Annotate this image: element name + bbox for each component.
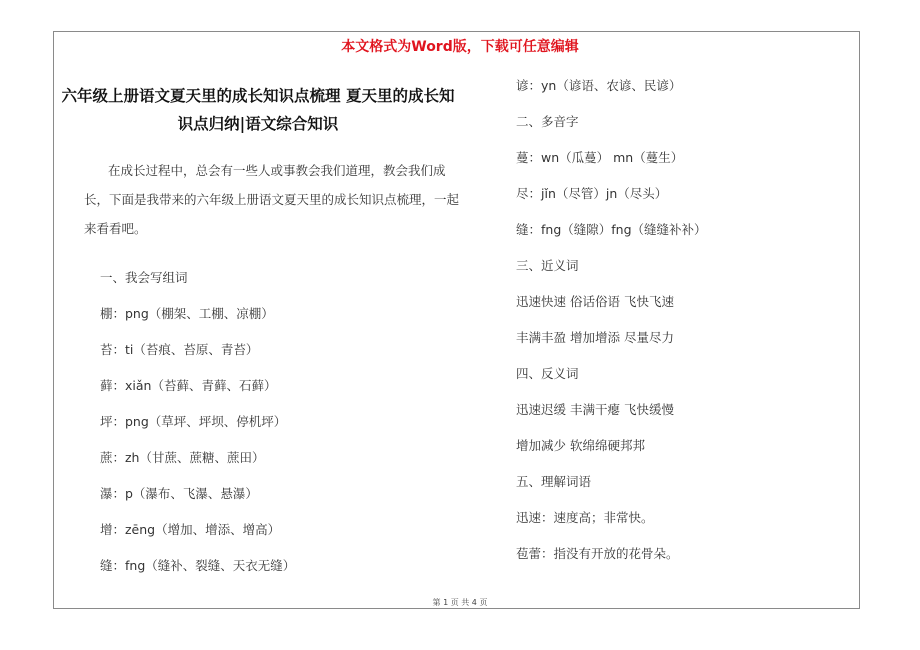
section-heading: 四、反义词 [516, 366, 579, 381]
section-heading: 五、理解词语 [516, 474, 592, 489]
vocab-line: 蔓：wn（瓜蔓） mn（蔓生） [516, 150, 684, 165]
intro-paragraph: 在成长过程中，总会有一些人或事教会我们道理，教会我们成长，下面是我带来的六年级上册语文夏天里的成长知识点梳理，一起来看看吧。 [84, 163, 460, 236]
vocab-line: 谚：yn（谚语、农谚、民谚） [516, 78, 682, 93]
section-heading: 三、近义词 [516, 258, 579, 273]
vocab-line: 棚：png（棚架、工棚、凉棚） [100, 306, 274, 321]
vocab-line: 迅速快速 俗话俗语 飞快飞速 [516, 294, 674, 309]
vocab-line: 缝：fng（缝隙）fng（缝缝补补） [516, 222, 707, 237]
vocab-line: 坪：png（草坪、坪坝、停机坪） [100, 414, 287, 429]
vocab-line: 藓：xiǎn（苔藓、青藓、石藓） [100, 378, 277, 393]
vocab-line: 增：zēng（增加、增添、增高） [100, 522, 281, 537]
vocab-line: 苞蕾：指没有开放的花骨朵。 [516, 546, 679, 561]
document-title: 六年级上册语文夏天里的成长知识点梳理 夏天里的成长知识点归纳|语文综合知识 [61, 86, 455, 133]
vocab-line: 尽：jǐn（尽管）jn（尽头） [516, 186, 668, 201]
vocab-line: 丰满丰盈 增加增添 尽量尽力 [516, 330, 674, 345]
section-heading: 二、多音字 [516, 114, 579, 129]
vocab-line: 增加减少 软绵绵硬邦邦 [516, 438, 645, 453]
section-heading: 一、我会写组词 [100, 270, 188, 285]
vocab-line: 迅速迟缓 丰满干瘪 飞快缓慢 [516, 402, 674, 417]
vocab-line: 迅速：速度高；非常快。 [516, 510, 654, 525]
vocab-line: 苔：ti（苔痕、苔原、青苔） [100, 342, 259, 357]
page-number-footer: 第 1 页 共 4 页 [432, 598, 488, 607]
vocab-line: 瀑：p（瀑布、飞瀑、悬瀑） [100, 486, 258, 501]
vocab-line: 蔗：zh（甘蔗、蔗糖、蔗田） [100, 450, 265, 465]
word-edit-banner: 本文格式为Word版，下载可任意编辑 [341, 39, 579, 55]
vocab-line: 缝：fng（缝补、裂缝、天衣无缝） [100, 558, 296, 573]
